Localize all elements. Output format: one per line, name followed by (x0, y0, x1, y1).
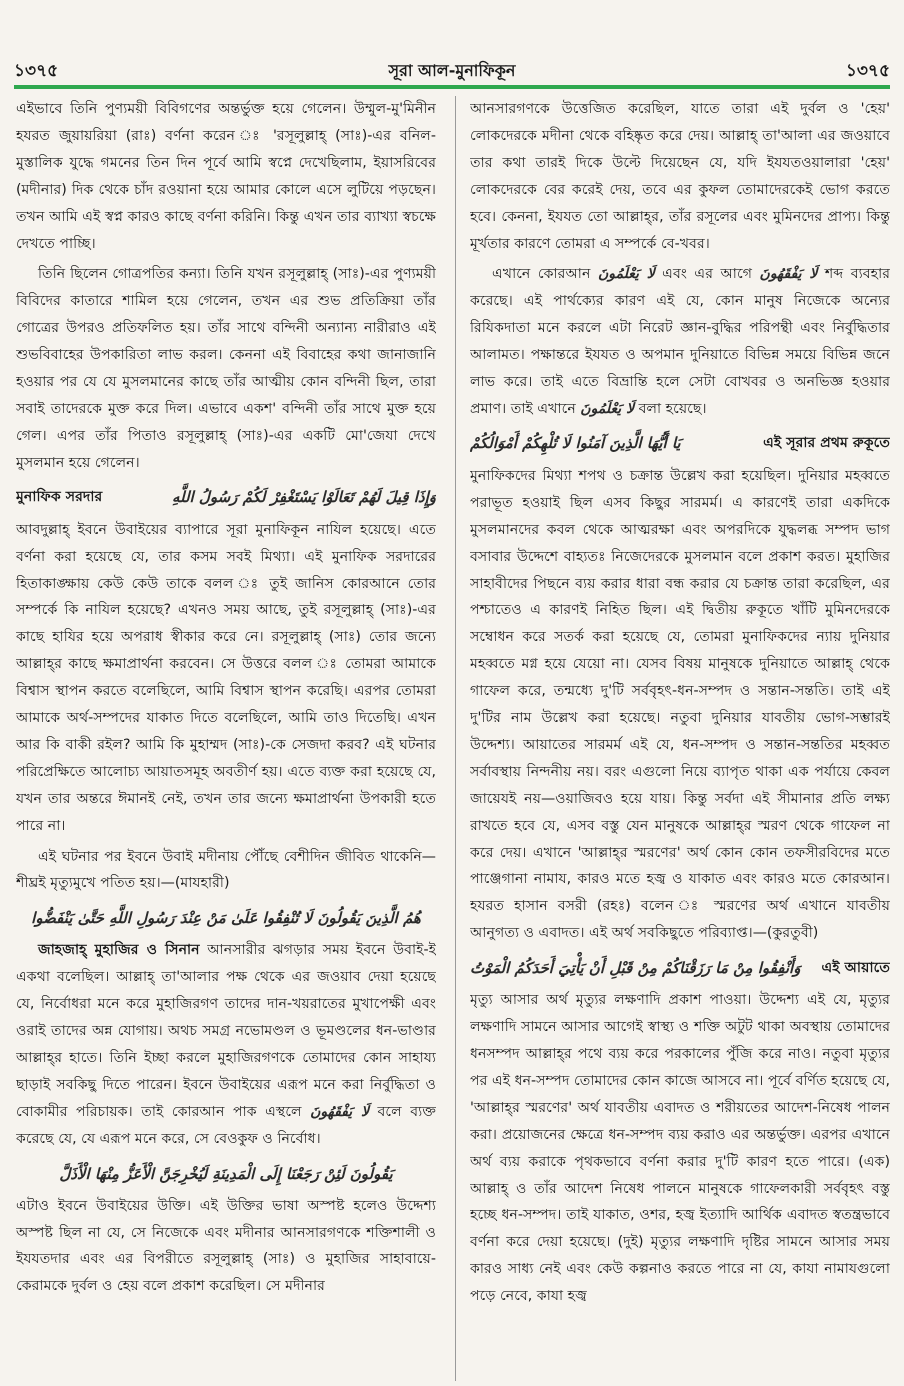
left-heading-2 (16, 903, 436, 933)
left-heading-1 (16, 483, 436, 513)
left-paragraph-5 (16, 937, 436, 1152)
left-column (16, 96, 436, 1381)
left-heading-2-arabic: هُمُ الَّذِينَ يَقُولُونَ لَا تُنْفِقُوا عَلَىٰ مَنْ عِنْدَ رَسُولِ اللَّهِ حَتَّىٰ يَنْفَضُّوا (31, 909, 421, 928)
column-divider (455, 96, 456, 1381)
left-paragraph-6: এটাও ইবনে উবাইয়ের উক্তি। এই উক্তির ভাষা অস্পষ্ট হলেও উদ্দেশ্য অস্পষ্ট ছিল না যে, সে নিজেকে এবং মদীনার আনসারগণকে শক্তিশালী ও ইযযতদার এবং এর বিপরীতে রসূলুল্লাহ্ (সাঃ) ও মুহাজির সাহাবায়ে-কেরামকে দুর্বল ও হেয় বলে প্রকাশ করেছিল। সে মদীনার (16, 1197, 436, 1295)
right-column (470, 96, 890, 1381)
left-paragraph-5-text: আনসারীর ঝগড়ার সময় ইবনে উবাই-ই একথা বলেছিল। আল্লাহ্ তা'আলার পক্ষ থেকে এর জওয়াব দেয়া হয়েছে যে, নির্বোধরা মনে করে মুহাজিরগণ তাদের দান-খয়রাতের মুখাপেক্ষী এবং ওরাই তাদের অন্ন যোগায়। অথচ সমগ্র নভোমণ্ডল ও ভূমণ্ডলের ধন-ভাণ্ডার আল্লাহ্‌র হাতে। তিনি ইচ্ছা করলে মুহাজিরগণকে তোমাদের কোন সাহায্য ছাড়াই সবকিছু দিতে পারেন। ইবনে উবাইয়ের এরূপ মনে করা নির্বুদ্ধিতা ও বোকামীর পরিচায়ক। তাই কোরআন পাক এস্থলে (16, 942, 436, 1120)
left-heading-1-label: মুনাফিক সরদার (16, 489, 103, 506)
right-paragraph-2-a: এখানে কোরআন (492, 266, 598, 283)
right-paragraph-4: মৃত্যু আসার অর্থ মৃত্যুর লক্ষণাদি প্রকাশ পাওয়া। উদ্দেশ্য এই যে, মৃত্যুর লক্ষণাদি সামনে আসার আগেই স্বাস্থ্য ও শক্তি অটুট থাকা অবস্থায় তোমাদের ধনসম্পদ আল্লাহ্‌র পথে ব্যয় করে পরকালের পুঁজি করে নাও। নতুবা মৃত্যুর পর এই ধন-সম্পদ তোমাদের কোন কাজে আসবে না। পূর্বে বর্ণিত হয়েছে যে, 'আল্লাহ্‌র স্মরণের' অর্থ যাবতীয় এবাদত ও শরীয়তের আদেশ-নিষেধ পালন করা। প্রয়োজনের ক্ষেত্রে ধন-সম্পদ ব্যয় করাও এর অন্তর্ভুক্ত। এরপর এখানে অর্থ ব্যয় করাকে পৃথকভাবে বর্ণনা করার দু'টি কারণ হতে পারে। (এক) আল্লাহ্ ও তাঁর আদেশ নিষেধ পালনে মানুষকে গাফেলকারী সর্ববৃহৎ বস্তু হচ্ছে ধন-সম্পদ। তাই যাকাত, ওশর, হজ্ব ইত্যাদি আর্থিক এবাদত স্বতন্ত্রভাবে বর্ণনা করে দেয়া হয়েছে। (দুই) মৃত্যুর লক্ষণাদি দৃষ্টির সামনে আসার সময় কারও সাধ্য নেই এবং কেউ কল্পনাও করতে পারে না যে, কাযা নামাযগুলো পড়ে নেবে, কাযা হজ্ব (470, 992, 890, 1305)
page-header (14, 58, 890, 84)
right-paragraph-2-arabic-1: لَا يَعْلَمُونَ (597, 266, 655, 283)
left-paragraph-2: তিনি ছিলেন গোত্রপতির কন্যা। তিনি যখন রসূলুল্লাহ্ (সাঃ)-এর পুণ্যময়ী বিবিদের কাতারে শামিল হয়ে গেলেন, তখন এর শুভ প্রতিক্রিয়া তাঁর গোত্রের উপরও প্রতিফলিত হয়। তাঁর সাথে বন্দিনী অন্যান্য নারীরাও এই শুভবিবাহের উপকারিতা লাভ করল। কেননা এই বিবাহের কথা জানাজানি হওয়ার পর যে যে মুসলমানের কাছে তাঁর আত্মীয় কোন বন্দিনী ছিল, তারা সবাই তাদেরকে মুক্ত করে দিল। এভাবে একশ' বন্দিনী তাঁর সাথে মুক্ত হয়ে গেল। এপর তাঁর পিতাও রসূলুল্লাহ্ (সাঃ)-এর একটি মো'জেযা দেখে মুসলমান হয়ে গেলেন। (16, 266, 436, 471)
right-paragraph-1: আনসারগণকে উত্তেজিত করেছিল, যাতে তারা এই দুর্বল ও 'হেয়' লোকদেরকে মদীনা থেকে বহিষ্কৃত করে দেয়। আল্লাহ্ তা'আলা এর জওয়াবে তার কথা তারই দিকে উল্টে দিয়েছেন যে, যদি ইযযতওয়ালারা 'হেয়' লোকদেরকে বের করেই দেয়, তবে এর কুফল তোমাদেরকেই ভোগ করতে হবে। কেননা, ইযযত তো আল্লাহ্‌র, তাঁর রসূলের এবং মুমিনদের প্রাপ্য। কিন্তু মূর্খতার কারণে তোমরা এ সম্পর্কে বে-খবর। (470, 101, 890, 252)
left-paragraph-4: এই ঘটনার পর ইবনে উবাই মদীনায় পৌঁছে বেশীদিন জীবিত থাকেনি—শীঘ্রই মৃত্যুমুখে পতিত হয়।—(মাযহারী) (16, 848, 436, 892)
right-heading-1-label: এই সূরার প্রথম রুকূতে (763, 435, 890, 452)
left-paragraph-5-arabic: لَا يَفْقَهُونَ (310, 1103, 370, 1120)
page-number-left: ১৩৭৫ (14, 61, 59, 81)
right-heading-1-arabic: يَا أَيُّهَا الَّذِينَ آمَنُوا لَا تُلْهِكُمْ أَمْوَالُكُمْ (470, 434, 681, 453)
left-heading-1-arabic: وَإِذَا قِيلَ لَهُمْ تَعَالَوْا يَسْتَغْفِرْ لَكُمْ رَسُولُ اللَّهِ (171, 488, 436, 507)
right-paragraph-2-d: বলা হয়েছে। (634, 400, 707, 417)
right-heading-2-label: এই আয়াতে (821, 959, 890, 976)
right-paragraph-2-c: শব্দ ব্যবহার করেছে। এই পার্থক্যের কারণ এই যে, কোন মানুষ নিজেকে অন্যের রিযিকদাতা মনে করলে এটা নিরেট জ্ঞান-বুদ্ধির পরিপন্থী এবং নির্বুদ্ধিতার আলামত। পক্ষান্তরে ইযযত ও অপমান দুনিয়াতে বিভিন্ন সময়ে বিভিন্ন জনে লাভ করে। তাই এতে বিভ্রান্তি হলে সেটা বোখবর ও অনভিজ্ঞ হওয়ার প্রমাণ। তাই এখানে (470, 266, 890, 417)
right-paragraph-2-b: এবং এর আগে (654, 266, 760, 283)
left-paragraph-3: আবদুল্লাহ্ ইবনে উবাইয়ের ব্যাপারে সূরা মুনাফিকূন নাযিল হয়েছে। এতে বর্ণনা করা হয়েছে যে, তার কসম সবই মিথ্যা। এই মুনাফিক সরদারের হিতাকাঙ্ক্ষায় কেউ কেউ তাকে বলল ঃ তুই জানিস কোরআনে তোর সম্পর্কে কি নাযিল হয়েছে? এখনও সময় আছে, তুই রসূলুল্লাহ্ (সাঃ)-এর কাছে হাযির হয়ে অপরাধ স্বীকার করে নে। রসূলুল্লাহ্ (সাঃ) তোর জন্যে আল্লাহ্‌র কাছে ক্ষমাপ্রার্থনা করবেন। সে উত্তরে বলল ঃ তোমরা আমাকে বিশ্বাস স্থাপন করতে বলেছিলে, আমি বিশ্বাস স্থাপন করেছি। এরপর তোমরা আমাকে অর্থ-সম্পদের যাকাত দিতে বলেছিলে, আমি তাও দিতেছি। এখন আর কি বাকী রইল? আমি কি মুহাম্মদ (সাঃ)-কে সেজদা করব? এই ঘটনার পরিপ্রেক্ষিতে আলোচ্য আয়াতসমূহ অবতীর্ণ হয়। এতে ব্যক্ত করা হয়েছে যে, যখন তার অন্তরে ঈমানই নেই, তখন তার জন্যে ক্ষমাপ্রার্থনা উপকারী হতে পারে না। (16, 521, 436, 834)
right-paragraph-2 (470, 261, 890, 422)
header-rule (14, 85, 890, 89)
surah-title: সূরা আল-মুনাফিকূন (388, 61, 516, 80)
right-heading-1 (470, 429, 890, 459)
right-heading-2-arabic: وَأَنْفِقُوا مِنْ مَا رَزَقْنَاكُمْ مِنْ قَبْلِ أَنْ يَأْتِيَ أَحَدَكُمُ الْمَوْتُ (470, 958, 801, 977)
left-heading-3 (16, 1159, 436, 1189)
left-paragraph-5-end: বলে ব্যক্ত করেছে যে, যে এরূপ মনে করে, সে বেওকুফ ও নির্বোধ। (16, 1103, 436, 1147)
left-paragraph-5-lead: জাহজাহ্ মুহাজির ও সিনান (38, 942, 200, 959)
page-number-right: ১৩৭৫ (845, 61, 890, 81)
left-paragraph-1: এইভাবে তিনি পুণ্যময়ী বিবিগণের অন্তর্ভুক্ত হয়ে গেলেন। উম্মুল-মু'মিনীন হযরত জুয়ায়রিয়া (রাঃ) বর্ণনা করেন ঃ 'রসূলুল্লাহ্ (সাঃ)-এর বনিল-মুস্তালিক যুদ্ধে গমনের তিন দিন পূর্বে আমি স্বপ্নে দেখেছিলাম, ইয়াসরিবের (মদীনার) দিক থেকে চাঁদ রওয়ানা হয়ে আমার কোলে এসে লুটিয়ে পড়ছেন। তখন আমি এই স্বপ্ন কারও কাছে বর্ণনা করিনি। কিন্তু এখন তার ব্যাখ্যা স্বচক্ষে দেখতে পাচ্ছি। (16, 101, 436, 252)
right-paragraph-2-arabic-2: لَا يَفْقَهُونَ (759, 266, 818, 283)
right-paragraph-3: মুনাফিকদের মিথ্যা শপথ ও চক্রান্ত উল্লেখ করা হয়েছিল। দুনিয়ার মহব্বতে পরাভূত হওয়াই ছিল এসব কিছুর সারমর্ম। এ কারণেই তারা একদিকে মুসলমানদের কবল থেকে আত্মরক্ষা এবং অপরদিকে যুদ্ধলব্ধ সম্পদ ভাগ বসাবার উদ্দেশে বাহ্যতঃ নিজেদেরকে মুসলমান বলে প্রকাশ করত। মুহাজির সাহাবীদের পিছনে ব্যয় করার ধারা বন্ধ করার যে চক্রান্ত তারা করেছিল, এর পশ্চাতেও এ কারণই নিহিত ছিল। এই দ্বিতীয় রুকূতে খাঁটি মুমিনদেরকে সম্বোধন করে সতর্ক করা হয়েছে যে, তোমরা মুনাফিকদের ন্যায় দুনিয়ার মহব্বতে মগ্ন হয়ে যেয়ো না। যেসব বিষয় মানুষকে দুনিয়াতে আল্লাহ্ থেকে গাফেল করে, তন্মধ্যে দু'টি সর্ববৃহৎ-ধন-সম্পদ ও সন্তান-সন্ততি। তাই এই দু'টির নাম উল্লেখ করা হয়েছে। নতুবা দুনিয়ার যাবতীয় ভোগ-সম্ভারই উদ্দেশ্য। আয়াতের সারমর্ম এই যে, ধন-সম্পদ ও সন্তান-সন্ততির মহব্বত সর্বাবস্থায় নিন্দনীয় নয়। বরং এগুলো নিয়ে ব্যাপৃত থাকা এক পর্যায়ে কেবল জায়েযই নয়—ওয়াজিবও হয়ে যায়। কিন্তু সর্বদা এই সীমানার প্রতি লক্ষ্য রাখতে হবে যে, এসব বস্তু যেন মানুষকে আল্লাহ্‌র স্মরণ থেকে গাফেল না করে দেয়। এখানে 'আল্লাহ্‌র স্মরণের' অর্থ কোন কোন তফসীরবিদের মতে পাঞ্জেগানা নামায, কারও মতে হজ্ব ও যাকাত এবং কারও মতে কোরআন। হযরত হাসান বসরী (রহঃ) বলেন ঃ স্মরণের অর্থ এখানে যাবতীয় আনুগত্য ও এবাদত। এই অর্থ সবকিছুতে পরিব্যাপ্ত।—(কুরতুবী) (470, 467, 890, 942)
right-heading-2 (470, 953, 890, 983)
left-heading-3-arabic: يَقُولُونَ لَئِنْ رَجَعْنَا إِلَى الْمَدِينَةِ لَيُخْرِجَنَّ الْأَعَزُّ مِنْهَا الْأَذَلَّ (59, 1164, 393, 1183)
right-paragraph-2-arabic-3: لَا يَعْلَمُونَ (580, 400, 635, 417)
